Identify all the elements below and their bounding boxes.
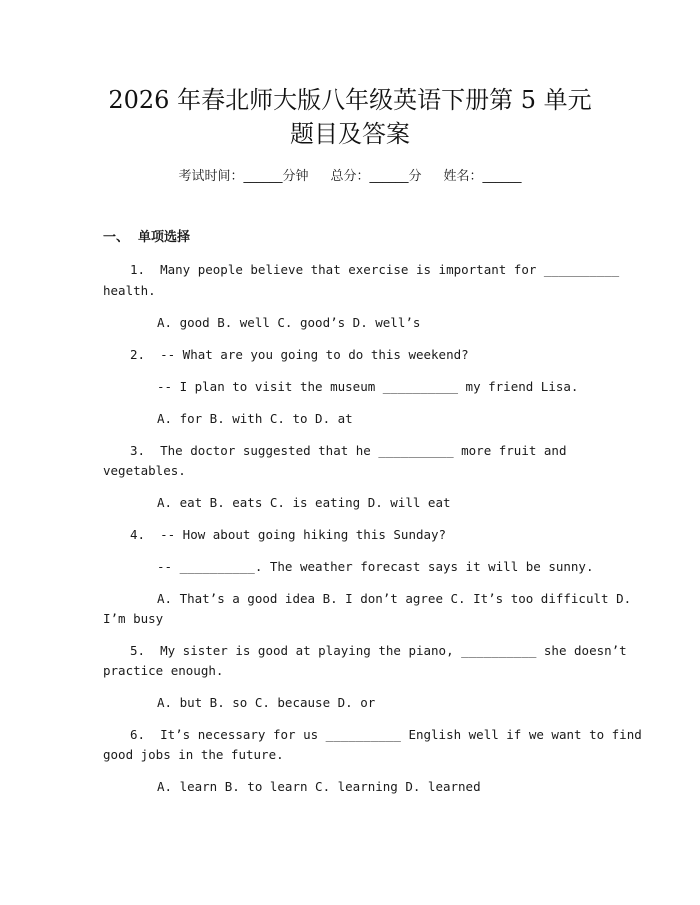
question-4-reply: -- __________. The weather forecast says it will be sunny. [157,559,594,574]
exam-info-line [0,168,700,186]
score-unit: 分 [408,169,422,184]
document-title-line-1: 2026 年春北师大版八年级英语下册第 5 单元 [108,86,592,114]
question-1-text: 1. Many people believe that exercise is important for __________ [130,262,620,277]
question-5-text-cont: practice enough. [103,663,224,678]
question-4-options: A. That’s a good idea B. I don’t agree C. It’s too difficult D. [157,591,632,606]
question-6-text-cont: good jobs in the future. [103,747,284,762]
score-label: 总分： [330,169,370,184]
question-2-text: 2. -- What are you going to do this weekend? [130,347,469,362]
question-3-text: 3. The doctor suggested that he __________ more fruit and [130,443,567,458]
question-3-options: A. eat B. eats C. is eating D. will eat [157,495,451,510]
question-4-options-cont: I’m busy [103,611,164,626]
question-2-options: A. for B. with C. to D. at [157,411,353,426]
time-unit: 分钟 [282,169,309,184]
question-6-text: 6. It’s necessary for us __________ English well if we want to find [130,727,642,742]
name-blank: ______ [482,169,522,184]
question-1-options: A. good B. well C. good’s D. well’s [157,315,421,330]
document-title-line-2: 题目及答案 [290,120,410,148]
time-blank: ______ [243,169,283,184]
question-6-options: A. learn B. to learn C. learning D. learned [157,779,481,794]
section-heading: 一、 单项选择 [103,230,191,245]
question-5-options: A. but B. so C. because D. or [157,695,376,710]
time-label: 考试时间： [178,169,244,184]
question-1-text-cont: health. [103,283,156,298]
score-blank: ______ [369,169,409,184]
question-4-text: 4. -- How about going hiking this Sunday? [130,527,447,542]
question-3-text-cont: vegetables. [103,463,186,478]
question-2-reply: -- I plan to visit the museum __________ my friend Lisa. [157,379,579,394]
name-label: 姓名： [443,169,483,184]
question-5-text: 5. My sister is good at playing the piano, __________ she doesn’t [130,643,627,658]
